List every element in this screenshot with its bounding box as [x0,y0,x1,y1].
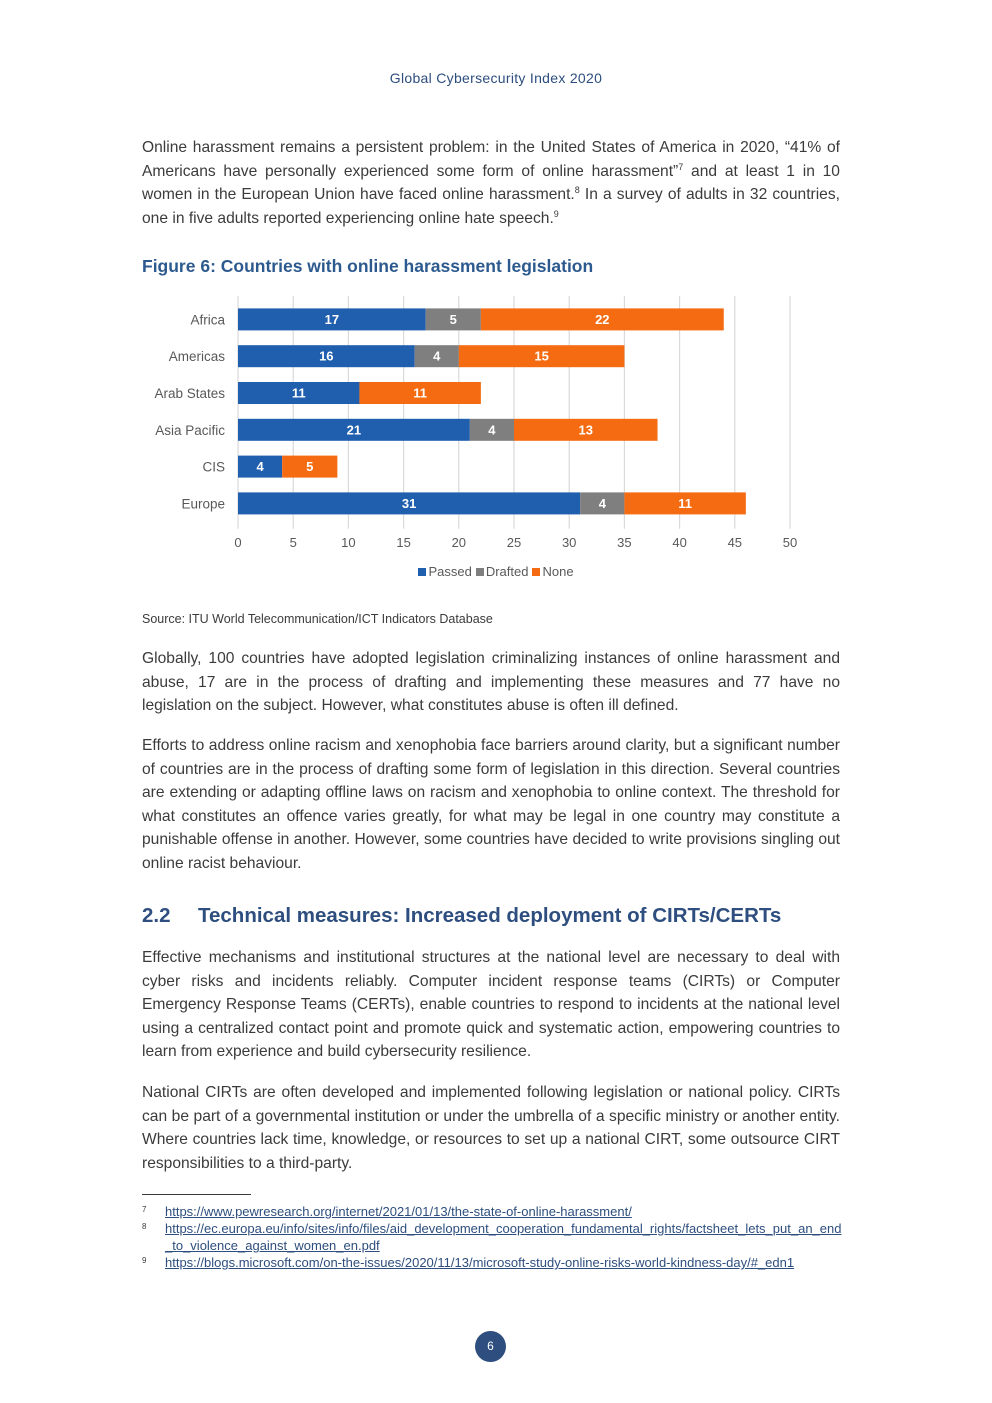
footnote-mark: 8 [142,1222,147,1231]
legend-item [532,564,573,579]
x-tick-label: 50 [782,535,798,550]
intro-text-2: and at least 1 in 10 women in the European Union have faced online harassment. [142,162,840,204]
data-label: 17 [324,311,340,327]
running-header: Global Cybersecurity Index 2020 [389,70,603,86]
x-tick-label: 0 [234,535,242,550]
data-label: 5 [306,459,314,475]
data-label: 11 [413,385,428,401]
racism-paragraph: Efforts to address online racism and xenophobia face barriers around clarity, but a significant number of countries are in the process of drafting some form of legislation in this direction. Several countries are extending or adapting offline laws on racism and xenophobia to online context. The threshold for what constitutes an offence varies greatly, for what may be legal in one country may constitute a punishable offense in another. However, some countries have decided to write provisions singling out online racist behaviour. [142,737,840,872]
figure-source: Source: ITU World Telecommunication/ICT Indicators Database [142,612,493,626]
category-label: Arab States [154,386,225,401]
legend-label: Passed [428,564,472,579]
footnote-ref-8[interactable]: 8 [574,185,580,195]
data-label: 22 [595,311,610,327]
data-label: 13 [578,422,593,438]
intro-text-3: In a survey of adults in 32 countries, one in five adults reported experiencing online hate speech. [142,186,840,227]
x-tick-label: 20 [451,535,467,550]
x-tick-label: 15 [396,535,411,550]
footnote-ref-9[interactable]: 9 [553,208,559,219]
legend-item [418,564,471,579]
data-label: 21 [346,422,362,438]
footnote-link[interactable]: https://blogs.microsoft.com/on-the-issues/2020/11/13/microsoft-study-online-risks-world-kindness-day/#_edn1 [165,1255,795,1270]
footnote-link[interactable]: https://www.pewresearch.org/internet/2021/01/13/the-state-of-online-harassment/ [165,1204,632,1219]
data-label: 4 [433,348,441,364]
category-label: CIS [202,459,225,475]
data-label: 4 [488,422,496,438]
figure-title: Figure 6: Countries with online harassment legislation [142,256,594,276]
footnote-ref-7[interactable]: 7 [678,161,684,172]
data-label: 15 [534,348,549,364]
legislation-paragraph: Globally, 100 countries have adopted legislation criminalizing instances of online harassment and abuse, 17 are in the process of drafting and implementing these measures and 77 have no legislation on the subject. However, what constitutes abuse is often ill defined. [142,650,840,715]
legend-item [476,564,529,579]
data-label: 31 [401,495,417,511]
footnote-8 [142,1220,842,1254]
chart-legend [0,564,992,579]
legend-swatch [418,568,426,576]
x-tick-label: 30 [561,535,577,550]
data-label: 16 [319,348,334,364]
x-tick-label: 35 [617,535,632,550]
data-label: 5 [449,311,457,327]
legend-swatch [476,568,484,576]
x-tick-label: 40 [672,535,687,550]
footnote-7 [142,1203,842,1220]
footnote-mark: 9 [142,1256,147,1265]
x-tick-label: 25 [506,535,522,550]
category-label: Asia Pacific [155,422,225,438]
footnote-link[interactable]: https://ec.europa.eu/info/sites/info/files/aid_development_cooperation_fundamental_rights/factsheet_lets_put_an_end_to_violence_against_women_en.pdf [165,1221,842,1253]
section-heading [142,904,781,928]
footnote-9 [142,1254,842,1271]
legend-swatch [532,568,540,576]
footnote-divider [142,1194,251,1195]
data-label: 4 [598,495,606,511]
data-label: 11 [678,495,692,511]
data-label: 4 [256,459,264,475]
x-tick-label: 45 [727,535,743,550]
section-number: 2.2 [142,904,171,927]
page-number-badge: 6 [475,1331,506,1362]
cirt-mechanisms-paragraph: Effective mechanisms and institutional structures at the national level are necessary to deal with cyber risks and incidents reliably. Computer incident response teams (CIRTs) or Computer Emergency Response Teams (CERTs), enable countries to respond to incidents at the national level using a centralized contact point and promote quick and systematic action, empowering countries to learn from experience and build cybersecurity resilience. [142,949,840,1061]
section-title: Technical measures: Increased deployment of CIRTs/CERTs [198,904,782,927]
intro-paragraph [142,136,840,230]
category-label: Europe [181,496,225,512]
national-cirt-paragraph: National CIRTs are often developed and implemented following legislation or national policy. CIRTs can be part of a governmental institution or under the umbrella of a specific ministry or another entity. Where countries lack time, knowledge, or resources to set up a national CIRT, some outsource CIRT responsibilities to a third-party. [142,1084,840,1172]
legend-label: Drafted [485,564,529,579]
x-tick-label: 5 [289,535,297,550]
intro-text-1: Online harassment remains a persistent problem: in the United States of America in 2020, “41% of Americans have personally experienced some form of online harassment” [142,139,840,180]
harassment-legislation-chart [142,296,842,558]
legend-label: None [542,564,574,579]
x-tick-label: 10 [341,535,356,550]
data-label: 11 [291,385,306,401]
footnote-mark: 7 [142,1205,147,1214]
category-label: Africa [190,312,225,328]
category-label: Americas [168,349,225,365]
